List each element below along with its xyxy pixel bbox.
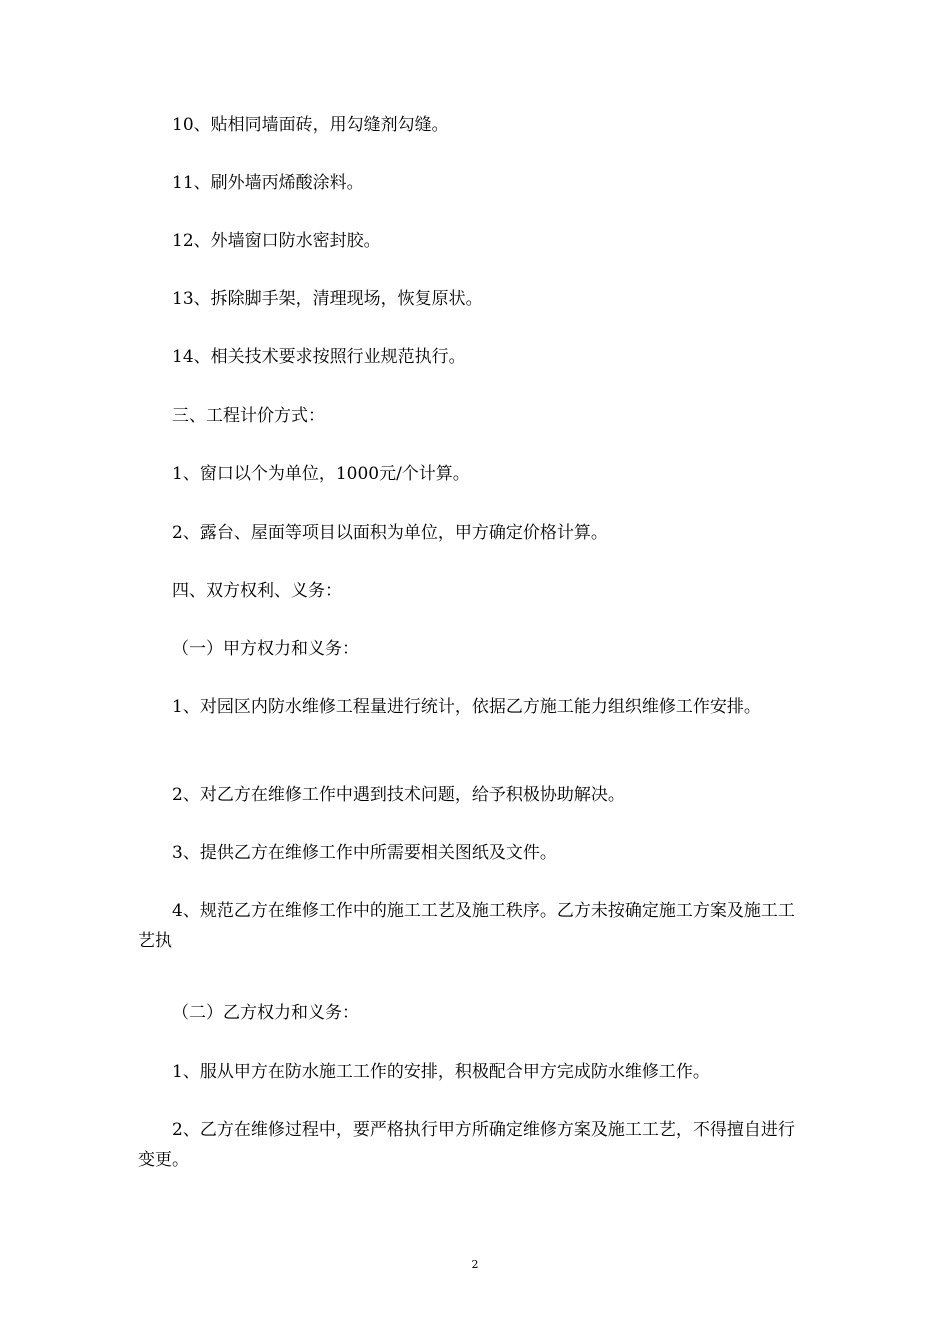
section-heading: 四、双方权利、义务： [172, 581, 342, 601]
paragraph: 12、外墙窗口防水密封胶。 [172, 231, 381, 251]
subsection-heading: （一）甲方权力和义务： [172, 639, 359, 659]
paragraph: 13、拆除脚手架，清理现场，恢复原状。 [172, 289, 483, 309]
paragraph: 2、乙方在维修过程中，要严格执行甲方所确定维修方案及施工工艺，不得擅自进行变更。 [138, 1120, 795, 1170]
paragraph: 2、露台、屋面等项目以面积为单位，甲方确定价格计算。 [172, 523, 608, 543]
paragraph: 1、服从甲方在防水施工工作的安排，积极配合甲方完成防水维修工作。 [172, 1062, 710, 1082]
paragraph: 1、对园区内防水维修工程量进行统计，依据乙方施工能力组织维修工作安排。 [172, 697, 761, 717]
paragraph: 14、相关技术要求按照行业规范执行。 [172, 347, 466, 367]
subsection-heading: （二）乙方权力和义务： [172, 1003, 359, 1023]
section-heading: 三、工程计价方式： [172, 406, 325, 426]
paragraph: 4、规范乙方在维修工作中的施工工艺及施工秩序。乙方未按确定施工方案及施工工艺执 [138, 901, 795, 951]
paragraph: 3、提供乙方在维修工作中所需要相关图纸及文件。 [172, 843, 557, 863]
paragraph: 10、贴相同墙面砖，用勾缝剂勾缝。 [172, 115, 449, 135]
page-number: 2 [471, 1258, 479, 1271]
paragraph: 2、对乙方在维修工作中遇到技术问题，给予积极协助解决。 [172, 785, 625, 805]
paragraph: 11、刷外墙丙烯酸涂料。 [172, 173, 364, 193]
paragraph: 1、窗口以个为单位，1000元/个计算。 [172, 464, 470, 484]
